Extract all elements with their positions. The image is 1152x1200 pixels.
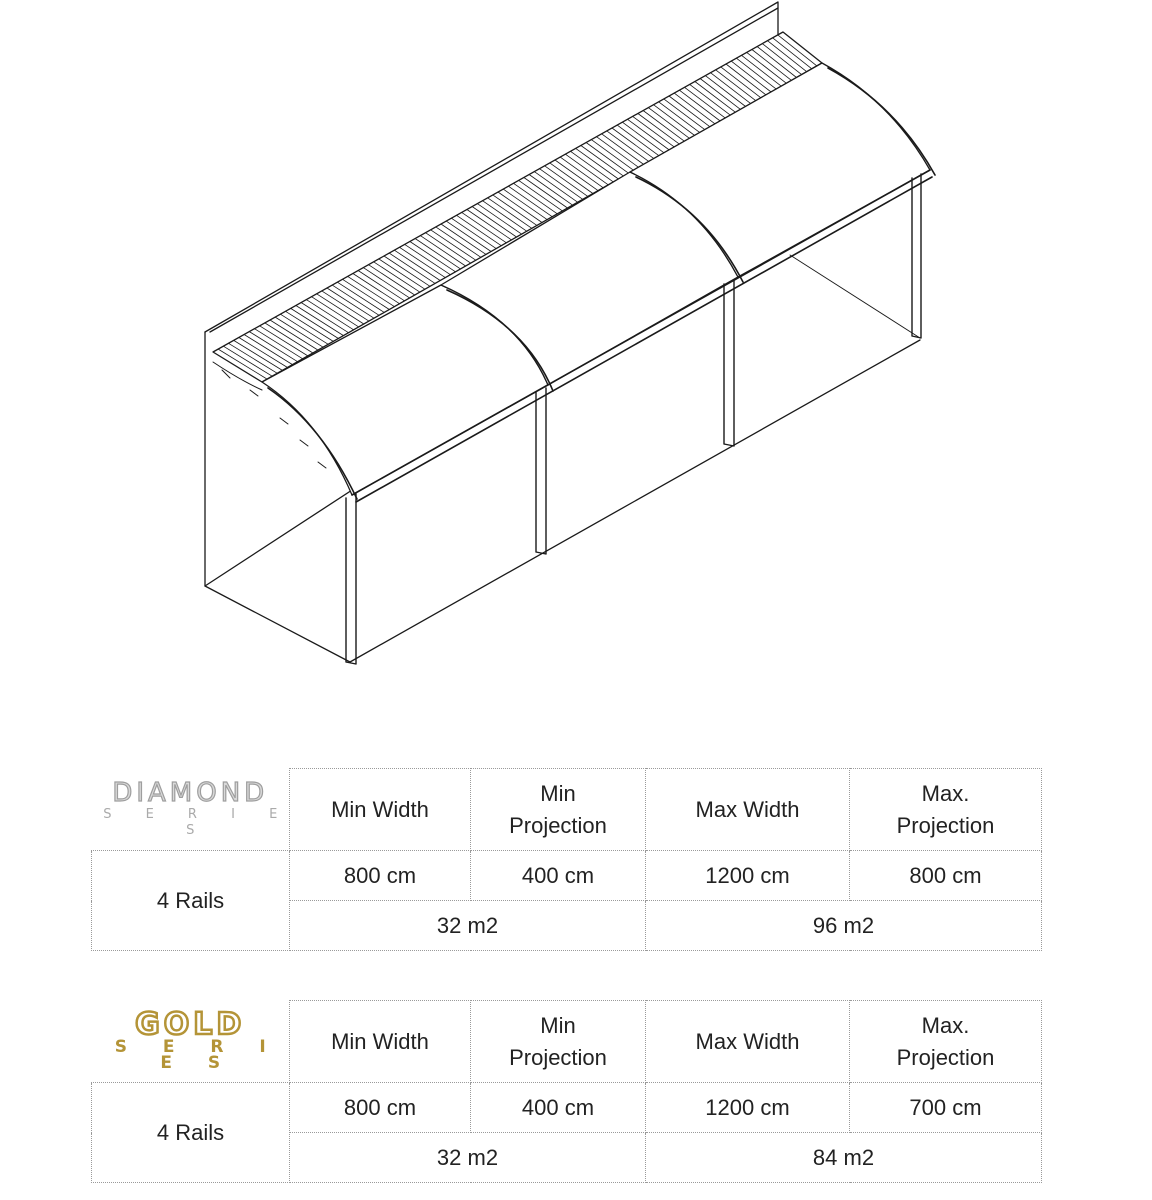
gold-series-spec-table xyxy=(91,1000,1042,1183)
max-width-value: 1200 cm xyxy=(646,851,850,901)
row-label: 4 Rails xyxy=(92,1083,290,1183)
logo-cell xyxy=(92,1001,290,1083)
gold-series-logo: GOLD S E R I E S xyxy=(114,1007,281,1074)
max-width-value: 1200 cm xyxy=(646,1083,850,1133)
header-max-projection: Max. Projection xyxy=(850,769,1042,851)
max-area-value: 84 m2 xyxy=(646,1133,1042,1183)
header-min-projection: Min Projection xyxy=(471,769,646,851)
header-min-width: Min Width xyxy=(290,769,471,851)
min-width-value: 800 cm xyxy=(290,1083,471,1133)
min-area-value: 32 m2 xyxy=(290,901,646,951)
logo-cell xyxy=(92,769,293,851)
header-min-width: Min Width xyxy=(290,1001,471,1083)
header-min-projection: Min Projection xyxy=(471,1001,646,1083)
min-projection-value: 400 cm xyxy=(471,1083,646,1133)
min-projection-value: 400 cm xyxy=(471,851,646,901)
max-area-value: 96 m2 xyxy=(646,901,1042,951)
header-max-projection: Max. Projection xyxy=(850,1001,1042,1083)
row-label: 4 Rails xyxy=(92,851,290,951)
max-projection-value: 700 cm xyxy=(850,1083,1042,1133)
diamond-series-spec-table xyxy=(91,768,1042,951)
header-max-width: Max Width xyxy=(646,1001,850,1083)
header-max-width: Max Width xyxy=(646,769,850,851)
min-area-value: 32 m2 xyxy=(290,1133,646,1183)
diamond-series-logo: DIAMOND S E R I E S xyxy=(103,778,293,839)
min-width-value: 800 cm xyxy=(290,851,471,901)
max-projection-value: 800 cm xyxy=(850,851,1042,901)
